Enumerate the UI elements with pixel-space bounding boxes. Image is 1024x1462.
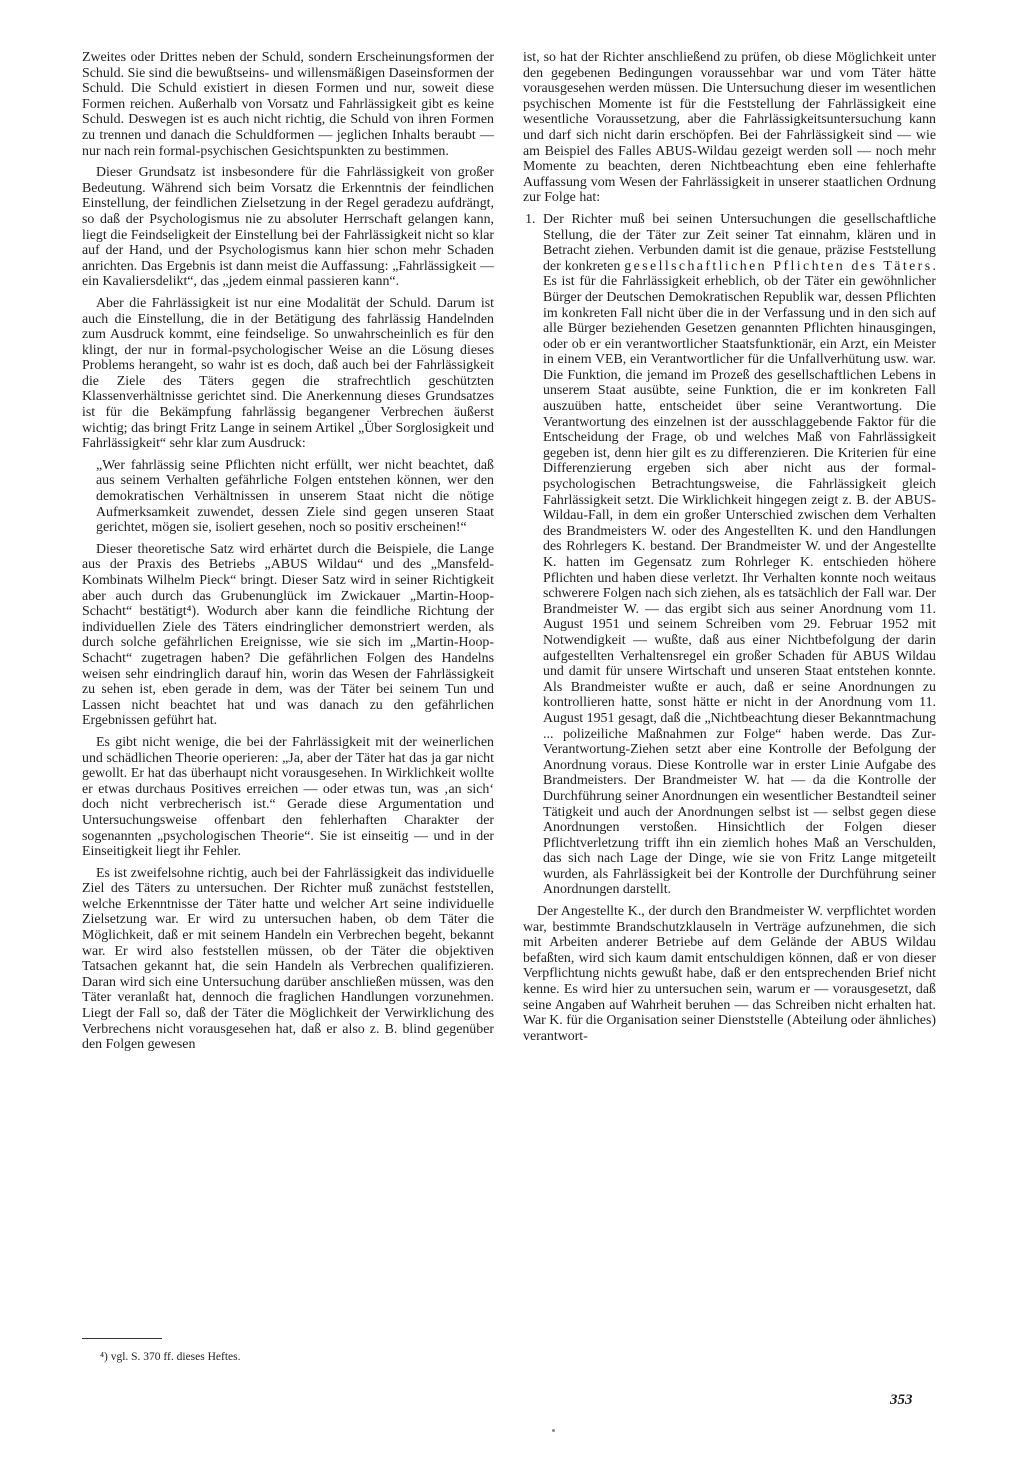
page-number: 353	[890, 1392, 913, 1408]
paragraph: Es ist zweifelsohne richtig, auch bei der Fahrlässigkeit das individuelle Ziel des Täters zu untersuchen. Der Richter muß zunächst feststellen, welche Erkenntnisse der Täter hatte und welcher Art seine individuelle Zielsetzung war. Er wird zu untersuchen haben, ob dem Täter die Möglichkeit, daß er mit seinem Handeln ein Verbrechen begeht, bekannt war. Er wird also feststellen müssen, ob der Täter die objektiven Tatsachen gekannt hat, die sein Handeln als Verbrechen qualifizieren. Daran wird sich eine Untersuchung darüber anschließen müssen, was den Täter veranlaßt hat, dennoch die fraglichen Handlungen vorzunehmen. Liegt der Fall so, daß der Täter die Möglichkeit der Verwirklichung des Verbrechens nicht vorausgesehen hat, daß er also z. B. blind gegenüber den Folgen gewesen	[82, 865, 494, 1053]
emphasized-text: gesellschaftlichen Pflichten des Täters	[624, 258, 933, 274]
right-column	[523, 50, 936, 1050]
list-item	[539, 212, 936, 898]
paragraph: Aber die Fahrlässigkeit ist nur eine Modalität der Schuld. Darum ist auch die Einstellung, die in der Betätigung des fahrlässig Handelnden zum Ausdruck kommt, eine feindselige. So unwahrscheinlich es für den klingt, der nur in formal-psychologischer Weise an die Lösung dieses Problems herangeht, so wahr ist es doch, daß auch bei der Fahrlässigkeit die Ziele des Täters gegen die strafrechtlich geschützten Klassenverhältnisse gerichtet sind. Die Anerkennung dieses Grundsatzes ist für die Bekämpfung fahrlässig begangener Verbrechen äußerst wichtig; das bringt Fritz Lange in seinem Artikel „Über Sorglosigkeit und Fahrlässigkeit“ sehr klar zum Ausdruck:	[82, 295, 494, 452]
paragraph: Zweites oder Drittes neben der Schuld, sondern Erscheinungsformen der Schuld. Sie sind die bewußtseins- und willensmäßigen Daseinsformen der Schuld. Die Schuld existiert in diesen Formen und nur, soweit diese Formen reichen. Außerhalb von Vorsatz und Fahrlässigkeit gibt es keine Schuld. Deswegen ist es auch nicht richtig, die Schuld von ihren Formen zu trennen und danach die Schuldformen — jeglichen Inhalts beraubt — nur nach rein formal-psychischen Gesichtspunkten zu bestimmen.	[82, 50, 494, 159]
paragraph: Dieser theoretische Satz wird erhärtet durch die Beispiele, die Lange aus der Praxis des Betriebs „ABUS Wildau“ und des „Mansfeld-Kombinats Wilhelm Pieck“ bringt. Dieser Satz wird in seiner Richtigkeit aber auch durch das Grubenunglück im Zwickauer „Martin-Hoop-Schacht“ bestätigt⁴). Wodurch aber kann die feindliche Richtung der individuellen Ziele des Täters eindringlicher demonstriert werden, als durch solche gefährlichen Ereignisse, wie sie sich im „Martin-Hoop-Schacht“ zugetragen haben? Die gefährlichen Folgen des Handelns weisen sehr eindringlich darauf hin, worin das Wesen der Fahrlässigkeit zu sehen ist, eben gerade in dem, was der Täter bei seinem Tun und Lassen nicht beachtet hat und was danach zu den gefährlichen Ergebnissen geführt hat.	[82, 541, 494, 729]
list-item-text: Der Richter muß bei seinen Untersuchungen die gesellschaftliche Stellung, die der Täter zur Zeit seiner Tat einnahm, klären und in Betracht ziehen. Verbunden damit ist die genaue, präzise Feststellung der konkreten	[543, 211, 936, 274]
footnote: ⁴) vgl. S. 370 ff. dieses Heftes.	[100, 1351, 241, 1363]
numbered-list	[523, 212, 936, 898]
list-item-text: . Es ist für die Fahrlässigkeit erheblich, ob der Täter ein gewöhnlicher Bürger der Deutschen Demokratischen Republik war, dessen Pflichten im konkreten Fall nicht über die in der Verfassung und in den sich auf alle Bürger beziehenden Gesetzen genannten Pflichten hinausgingen, oder ob er ein verantwortlicher Staatsfunktionär, ein Arzt, ein Meister in einem VEB, ein Verantwortlicher für die Unfallverhütung usw. war. Die Funktion, die jemand im Prozeß des gesellschaftlichen Lebens in unserem Staat ausübte, seine Funktion, die er im konkreten Fall auszuüben hatte, entscheidet über seine Verantwortung. Die Verantwortung des einzelnen ist der ausschlaggebende Faktor für die Entscheidung der Frage, ob und welches Maß von Fahrlässigkeit gegeben ist, denn hier gilt es zu differenzieren. Die Kriterien für eine Differenzierung ergeben sich aber nicht aus der formal-psychologischen Betrachtungsweise, die Fahrlässigkeit gleich Fahrlässigkeit setzt. Die Wirklichkeit hingegen zeigt z. B. der ABUS-Wildau-Fall, in dem ein großer Unterschied zwischen dem Verhalten des Brandmeisters W. oder des Angestellten K. und den Handlungen des Rohrlegers K. bestand. Der Brandmeister W. und der Angestellte K. hatten im Gegensatz zum Rohrleger K. entschieden höhere Pflichten und haben diese verletzt. Ihr Verhalten konnte noch weitaus schwerere Folgen nach sich ziehen, als es tatsächlich der Fall war. Der Brandmeister W. — das ergibt sich aus seiner Anordnung vom 11. August 1951 und seinem Schreiben vom 29. Februar 1952 mit Notwendigkeit — wußte, daß aus einer Nichtbefolgung der darin aufgestellten Verhaltensregel ein großer Schaden für ABUS Wildau und damit für unsere Wirtschaft und unseren Staat entstehen konnte. Als Brandmeister wußte er auch, daß er seine Anordnungen zu kontrollieren hatte, sonst hätte er nicht in der Anordnung vom 11. August 1951 gesagt, daß die „Nichtbeachtung dieser Bekanntmachung ... polizeiliche Maßnahmen zur Folge“ haben werde. Das Zur-Verantwortung-Ziehen setzt aber eine Kontrolle der Befolgung der Anordnung voraus. Diese Kontrolle war in erster Linie Aufgabe des Brandmeisters. Der Brandmeister W. hat — da die Kontrolle der Durchführung seiner Anordnungen ein wesentlicher Bestandteil seiner Tätigkeit und auch der Anordnungen selbst ist — selbst gegen diese Anordnungen verstoßen. Hinsichtlich der Folgen dieser Pflichtverletzung trifft ihn ein ziemlich hohes Maß an Verschulden, das sich nach Lage der Dinge, wie sie von Fritz Lange mitgeteilt wurden, als Fahrlässigkeit bei der Kontrolle der Durchführung seiner Anordnungen darstellt.	[543, 258, 936, 898]
left-column	[82, 50, 494, 1059]
footnote-divider	[82, 1338, 162, 1339]
quote-text: „Wer fahrlässig seine Pflichten nicht erfüllt, wer nicht beachtet, daß aus seinem Verhalten gefährliche Folgen entstehen können, wer den demokratischen Verhältnissen in unserem Staat nicht die nötige Aufmerksamkeit zuwendet, dessen Ziele sind gegen unseren Staat gerichtet, mögen sie, isoliert gesehen, noch so positiv erscheinen!“	[96, 457, 494, 536]
paragraph: Dieser Grundsatz ist insbesondere für die Fahrlässigkeit von großer Bedeutung. Während sich beim Vorsatz die Erkenntnis der feindlichen Einstellung, der feindlichen Zielsetzung in der Regel geradezu aufdrängt, so daß der Psychologismus nie zu absoluter Herrschaft gelangen kann, liegt die Feindseligkeit der Einstellung bei der Fahrlässigkeit nicht so klar auf der Hand, und der Psychologismus kann hier schon mehr Schaden anrichten. Das Ergebnis ist dann meist die Auffassung: „Fahrlässigkeit — ein Kavaliersdelikt“, das „jedem einmal passieren kann“.	[82, 165, 494, 290]
paragraph: Es gibt nicht wenige, die bei der Fahrlässigkeit mit der weinerlichen und schädlichen Theorie operieren: „Ja, aber der Täter hat das ja gar nicht gewollt. Er hat das überhaupt nicht vorausgesehen. In Wirklichkeit wollte er etwas durchaus Positives erreichen — oder etwas tun, was ‚an sich‘ doch nicht verbrecherisch ist.“ Gerade diese Argumentation und Untersuchungsweise offenbart den fehlerhaften Charakter der sogenannten „psychologischen Theorie“. Sie ist einseitig — und in der Einseitigkeit liegt ihr Fehler.	[82, 734, 494, 860]
paragraph: ist, so hat der Richter anschließend zu prüfen, ob diese Möglichkeit unter den gegebenen Bedingungen voraussehbar war und vom Täter hätte vorausgesehen werden müssen. Die Untersuchung dieser im wesentlichen psychischen Momente ist für die Feststellung der Fahrlässigkeit eine wesentliche Voraussetzung, aber die Fahrlässigkeitsuntersuchung kann und darf sich nicht darin erschöpfen. Bei der Fahrlässigkeit sind — wie am Beispiel des Falles ABUS-Wildau gezeigt werden soll — noch mehr Momente zu beachten, deren Nichtbeachtung eben eine fehlerhafte Auffassung vom Wesen der Fahrlässigkeit in unserer staatlichen Ordnung zur Folge hat:	[523, 50, 936, 206]
paragraph: Der Angestellte K., der durch den Brandmeister W. verpflichtet worden war, bestimmte Brandschutzklauseln in Verträge aufzunehmen, die sich mit Arbeiten anderer Betriebe auf dem Gelände der ABUS Wildau befaßten, wird sich kaum damit entschuldigen können, daß er von dieser Verpflichtung nichts gewußt habe, daß er den entsprechenden Brief nicht kenne. Es wird hier zu untersuchen sein, warum er — vorausgesetzt, daß seine Angaben auf Wahrheit beruhen — das Schreiben nicht erhalten hat. War K. für die Organisation seiner Dienststelle (Abteilung oder ähnliches) verantwort-	[523, 904, 936, 1044]
block-quote	[96, 458, 494, 536]
scan-speck	[552, 1429, 555, 1432]
